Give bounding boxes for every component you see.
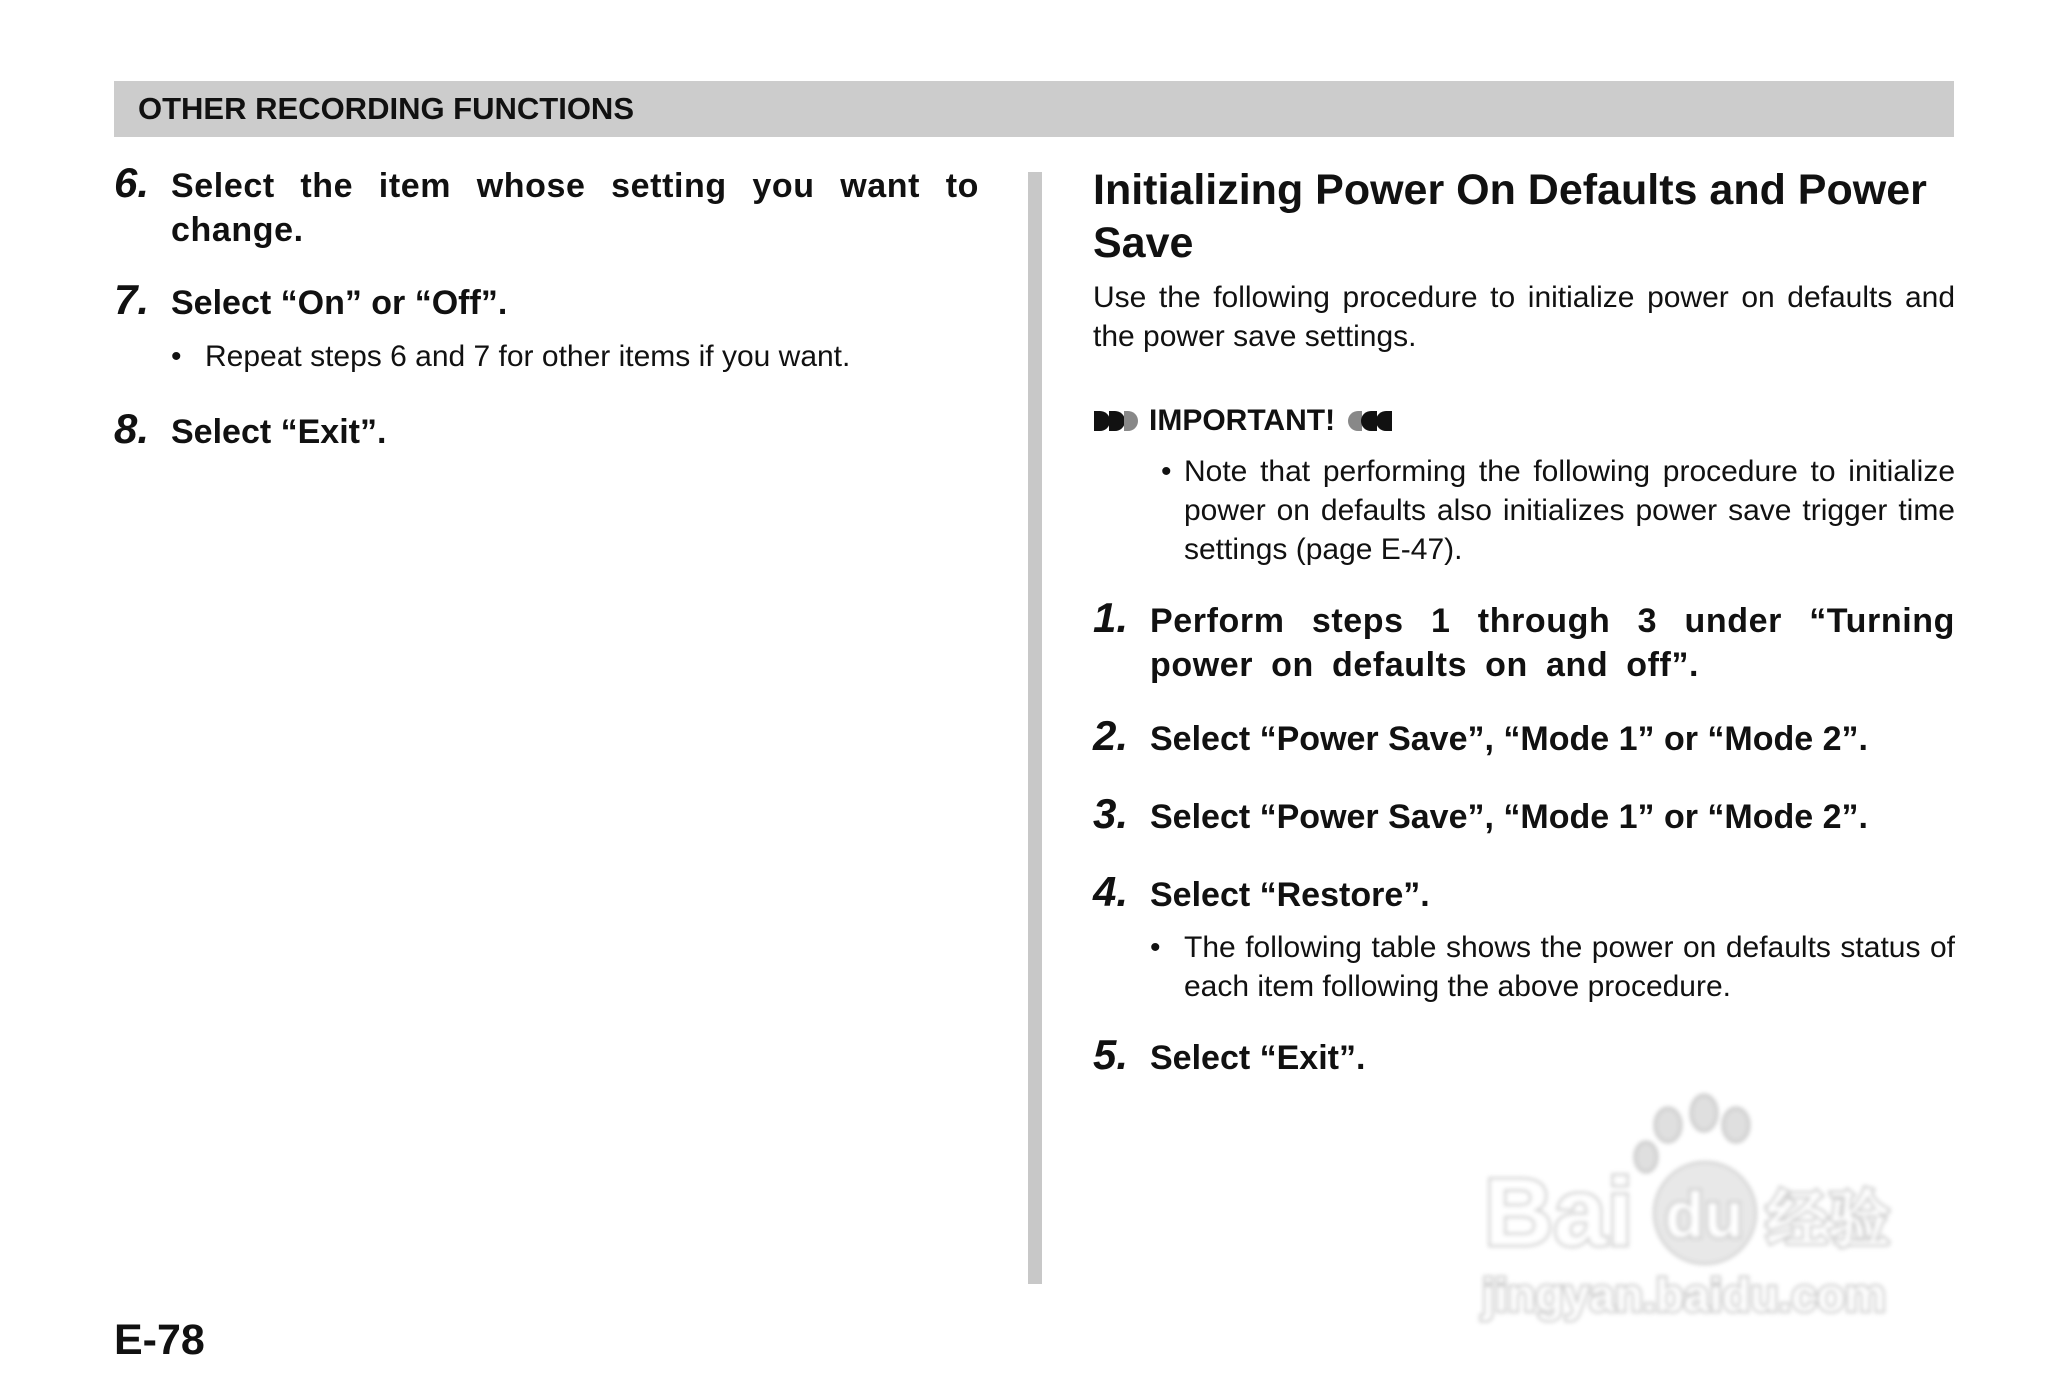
step-number: 6.: [114, 159, 150, 206]
step-5: [1093, 1031, 1955, 1080]
bullet-dot-icon: •: [171, 340, 182, 373]
step-8: [114, 405, 979, 454]
step-text: Perform steps 1 through 3 under “Turning power on defaults on and off”.: [1150, 602, 1955, 684]
section-title: Initializing Power On Defaults and Power Save: [1093, 166, 1927, 267]
step-text: Select “On” or “Off”.: [171, 284, 508, 322]
important-heading: [1093, 404, 1955, 438]
step-2: [1093, 712, 1955, 761]
step-text: Select “Power Save”, “Mode 1” or “Mode 2”.: [1150, 720, 1868, 758]
step-6: [114, 159, 979, 252]
watermark-url: jingyan.baidu.com: [1482, 1269, 1886, 1321]
step-text: Select “Power Save”, “Mode 1” or “Mode 2”.: [1150, 798, 1868, 836]
intro-paragraph: Use the following procedure to initialize power on defaults and the power save settings.: [1093, 281, 1955, 353]
column-divider: [1028, 172, 1042, 1284]
important-note: [1093, 452, 1955, 569]
step-text: Select “Restore”.: [1150, 876, 1430, 914]
watermark-brand-du: du: [1665, 1179, 1744, 1251]
page-number: E-78: [114, 1316, 205, 1364]
bullet-dot-icon: •: [1161, 455, 1172, 488]
right-column: [1093, 164, 1955, 1080]
step-7: [114, 276, 979, 325]
watermark-brand: Bai: [1484, 1159, 1634, 1266]
section-header-title: OTHER RECORDING FUNCTIONS: [138, 91, 634, 126]
important-note-text: Note that performing the following procedure to initialize power on defaults also initializes power save trigger time settings (page E-47).: [1184, 455, 1955, 566]
important-label: IMPORTANT!: [1149, 404, 1336, 437]
step-4: [1093, 868, 1955, 917]
left-column: [114, 159, 979, 454]
step-1: [1093, 594, 1955, 687]
step-number: 7.: [114, 276, 150, 323]
step-number: 5.: [1093, 1031, 1129, 1078]
step-text: Select “Exit”.: [1150, 1039, 1366, 1077]
step-number: 1.: [1093, 594, 1129, 641]
step-4-note: [1093, 928, 1955, 1006]
step-number: 2.: [1093, 712, 1129, 759]
step-number: 4.: [1093, 868, 1129, 915]
step-3: [1093, 790, 1955, 839]
step-number: 3.: [1093, 790, 1129, 837]
baidu-watermark-logo: [1460, 1085, 1960, 1335]
watermark-brand-cn: 经验: [1766, 1186, 1891, 1255]
step-text: Select the item whose setting you want to change.: [171, 167, 979, 249]
step-number: 8.: [114, 405, 150, 452]
note-text: Repeat steps 6 and 7 for other items if you want.: [205, 340, 851, 373]
note-text: The following table shows the power on defaults status of each item following the above procedure.: [1184, 931, 1955, 1003]
step-text: Select “Exit”.: [171, 413, 387, 451]
section-header-bar: [114, 81, 1954, 137]
important-left-marks-icon: [1093, 408, 1139, 434]
step-7-note: [114, 337, 979, 376]
bullet-dot-icon: •: [1150, 931, 1161, 964]
important-right-marks-icon: [1347, 408, 1393, 434]
